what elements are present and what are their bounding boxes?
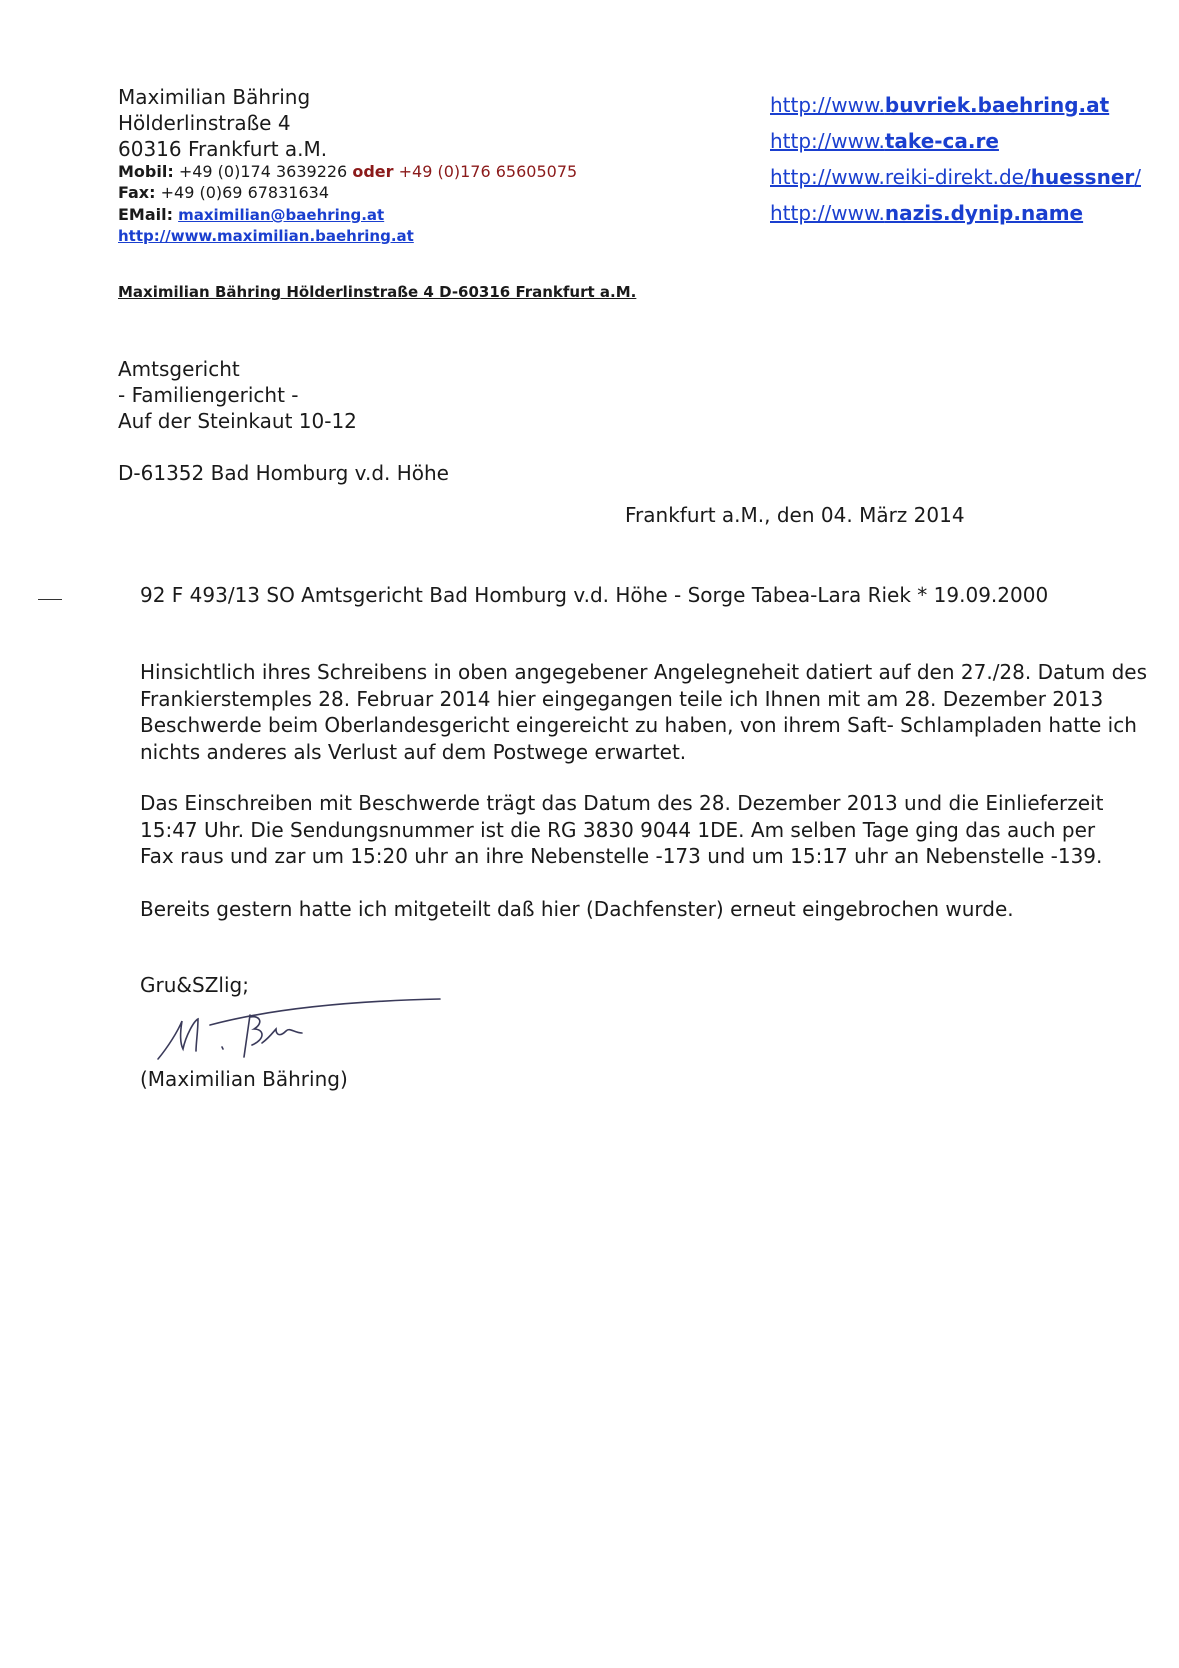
fax-number: +49 (0)69 67831634 bbox=[160, 183, 330, 202]
website-3-suffix: / bbox=[1134, 165, 1141, 189]
handwritten-signature bbox=[150, 995, 450, 1065]
paragraph-2 bbox=[140, 790, 1103, 870]
mobile-line bbox=[118, 161, 577, 182]
website-3-domain: huessner bbox=[1030, 165, 1135, 189]
website-2-prefix: http://www. bbox=[770, 129, 885, 153]
paragraph-1-line: Hinsichtlich ihres Schreibens in oben angegebener Angelegneheit datiert auf den 27./28. Datum des bbox=[140, 660, 1148, 684]
fold-mark bbox=[38, 599, 62, 600]
website-link-3[interactable] bbox=[770, 164, 1141, 190]
subject-line: 92 F 493/13 SO Amtsgericht Bad Homburg v.d. Höhe - Sorge Tabea-Lara Riek * 19.09.2000 bbox=[140, 583, 1049, 607]
email-line bbox=[118, 204, 384, 226]
website-2-domain: take-ca.re bbox=[884, 129, 999, 153]
paragraph-2-line: Das Einschreiben mit Beschwerde trägt das Datum des 28. Dezember 2013 und die Einlieferzeit bbox=[140, 791, 1104, 815]
website-4-prefix: http://www. bbox=[770, 201, 885, 225]
sender-city: 60316 Frankfurt a.M. bbox=[118, 137, 328, 161]
website-link-4[interactable] bbox=[770, 200, 1083, 226]
email-label: EMail: bbox=[118, 205, 174, 224]
paragraph-1-line: Frankierstemples 28. Februar 2014 hier eingegangen teile ich Ihnen mit am 28. Dezember 2013 bbox=[140, 686, 1104, 711]
recipient-city: D-61352 Bad Homburg v.d. Höhe bbox=[118, 461, 449, 485]
website-1-domain: buvriek.baehring.at bbox=[884, 93, 1110, 117]
paragraph-1-line: Beschwerde beim Oberlandesgericht eingereicht zu haben, von ihrem Saft- Schlampladen hatte ich bbox=[140, 713, 1137, 737]
mobile-number-2: +49 (0)176 65605075 bbox=[398, 162, 578, 181]
paragraph-1-line: nichts anderes als Verlust auf dem Postwege erwartet. bbox=[140, 739, 687, 764]
paragraph-1 bbox=[140, 659, 1147, 765]
paragraph-3: Bereits gestern hatte ich mitgeteilt daß hier (Dachfenster) erneut eingebrochen wurde. bbox=[140, 897, 1014, 921]
website-4-domain: nazis.dynip.name bbox=[884, 201, 1084, 225]
fax-label: Fax: bbox=[118, 183, 156, 202]
website-link-1[interactable] bbox=[770, 92, 1109, 118]
fax-line bbox=[118, 182, 329, 203]
signature-name: (Maximilian Bähring) bbox=[140, 1067, 348, 1091]
closing: Gru&SZlig; bbox=[140, 973, 249, 997]
email-link[interactable]: maximilian@baehring.at bbox=[178, 206, 385, 224]
recipient-line-1: Amtsgericht bbox=[118, 357, 240, 381]
sender-name: Maximilian Bähring bbox=[118, 85, 311, 109]
mobile-label: Mobil: bbox=[118, 162, 174, 181]
or-word: oder bbox=[352, 162, 394, 181]
website-3-prefix: http://www.reiki-direkt.de/ bbox=[770, 165, 1031, 189]
sender-website-link[interactable]: http://www.maximilian.baehring.at bbox=[118, 227, 414, 245]
website-link-2[interactable] bbox=[770, 128, 999, 154]
paragraph-2-line: 15:47 Uhr. Die Sendungsnummer ist die RG 3830 9044 1DE. Am selben Tage ging das auch per bbox=[140, 817, 1096, 842]
return-address: Maximilian Bähring Hölderlinstraße 4 D-60316 Frankfurt a.M. bbox=[118, 283, 637, 301]
website-line bbox=[118, 225, 414, 247]
recipient-line-2: - Familiengericht - bbox=[118, 383, 299, 407]
letter-date: Frankfurt a.M., den 04. März 2014 bbox=[625, 503, 965, 527]
website-1-prefix: http://www. bbox=[770, 93, 885, 117]
mobile-number-1: +49 (0)174 3639226 bbox=[178, 162, 348, 181]
sender-street: Hölderlinstraße 4 bbox=[118, 111, 291, 135]
recipient-line-3: Auf der Steinkaut 10-12 bbox=[118, 409, 357, 433]
paragraph-2-line: Fax raus und zar um 15:20 uhr an ihre Nebenstelle -173 und um 15:17 uhr an Nebenstelle -139. bbox=[140, 844, 1103, 868]
